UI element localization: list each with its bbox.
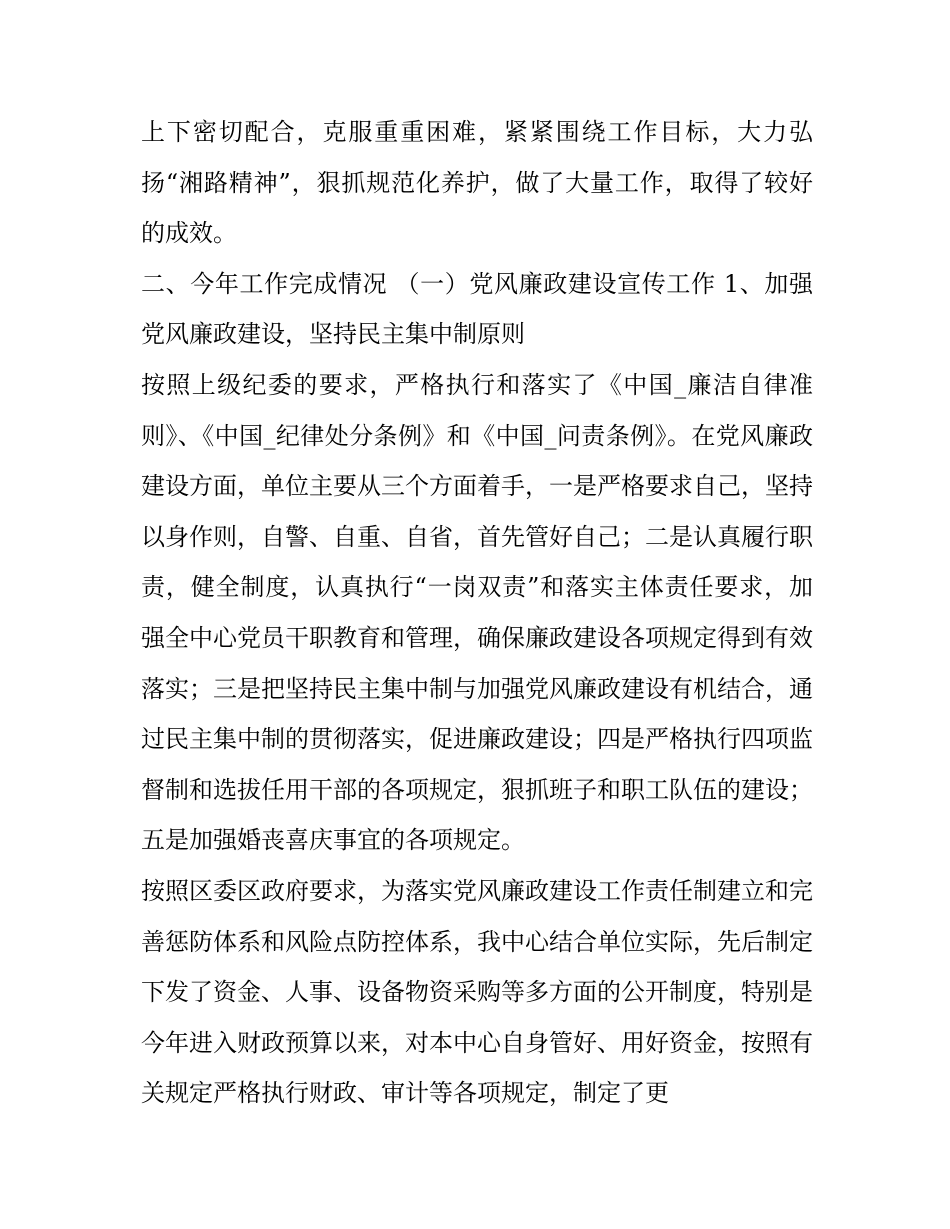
paragraph-intro-summary: 上下密切配合，克服重重困难，紧紧围绕工作目标，大力弘扬“湘路精神”，狠抓规范化养护，做了大量工作，取得了较好的成效。 bbox=[141, 118, 813, 248]
document-body bbox=[141, 107, 813, 1119]
paragraph-section-heading: 二、今年工作完成情况 （一）党风廉政建设宣传工作 1、加强党风廉政建设，坚持民主集中制原则 bbox=[141, 269, 813, 349]
paragraph-risk-control: 按照区委区政府要求，为落实党风廉政建设工作责任制建立和完善惩防体系和风险点防控体系，我中心结合单位实际，先后制定下发了资金、人事、设备物资采购等多方面的公开制度，特别是今年进入财政预算以来，对本中心自身管好、用好资金，按照有关规定严格执行财政、审计等各项规定，制定了更 bbox=[141, 876, 813, 1108]
paragraph-discipline-rules: 按照上级纪委的要求，严格执行和落实了《中国_廉洁自律准则》、《中国_纪律处分条例》和《中国_问责条例》。在党风廉政建设方面，单位主要从三个方面着手，一是严格要求自己，坚持以身作则，自警、自重、自省，首先管好自己；二是认真履行职责，健全制度，认真执行“一岗双责”和落实主体责任要求，加强全中心党员干职教育和管理，确保廉政建设各项规定得到有效落实；三是把坚持民主集中制与加强党风廉政建设有机结合，通过民主集中制的贯彻落实，促进廉政建设；四是严格执行四项监督制和选拔任用干部的各项规定，狠抓班子和职工队伍的建设；五是加强婚丧喜庆事宜的各项规定。 bbox=[141, 370, 813, 855]
